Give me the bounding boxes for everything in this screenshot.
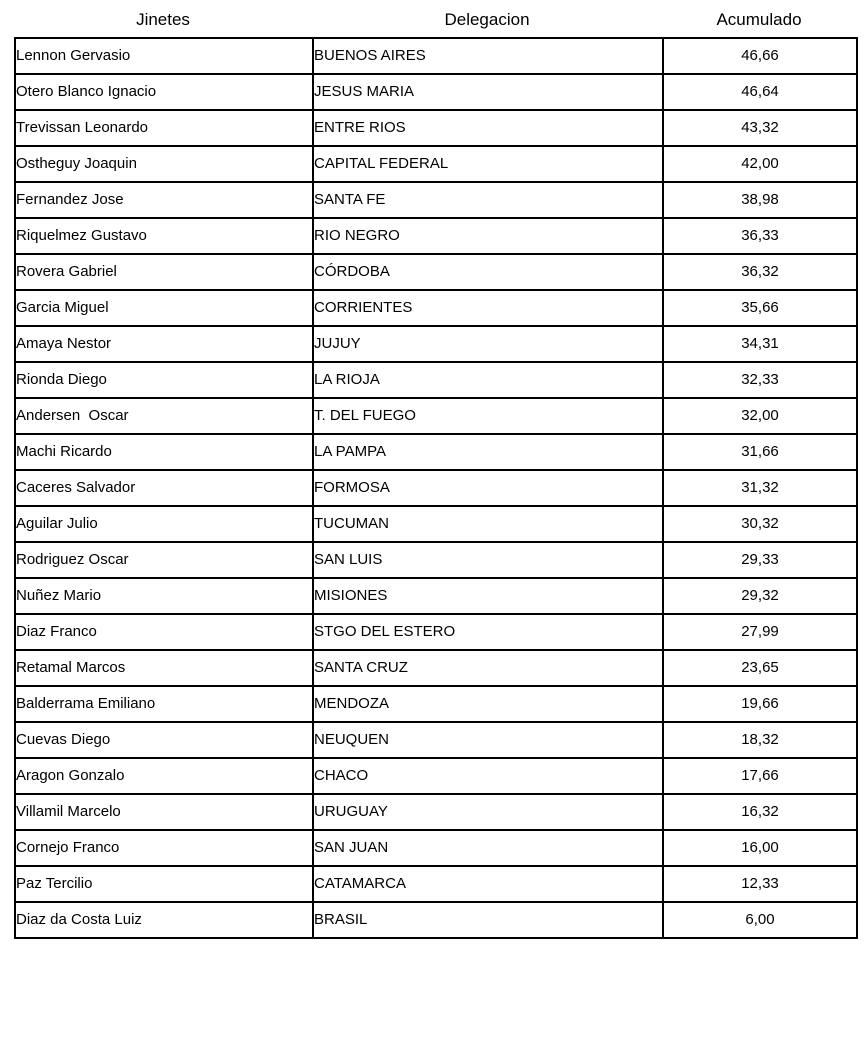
cell-acumulado: 31,32 — [663, 470, 857, 506]
results-table — [14, 37, 858, 939]
cell-delegacion: RIO NEGRO — [313, 218, 663, 254]
cell-delegacion: JUJUY — [313, 326, 663, 362]
cell-acumulado: 46,64 — [663, 74, 857, 110]
cell-jinete: Rodriguez Oscar — [15, 542, 313, 578]
cell-acumulado: 34,31 — [663, 326, 857, 362]
cell-delegacion: CAPITAL FEDERAL — [313, 146, 663, 182]
cell-jinete: Cornejo Franco — [15, 830, 313, 866]
header-jinetes: Jinetes — [136, 10, 190, 29]
cell-jinete: Balderrama Emiliano — [15, 686, 313, 722]
cell-delegacion: BRASIL — [313, 902, 663, 938]
cell-delegacion: CHACO — [313, 758, 663, 794]
cell-acumulado: 17,66 — [663, 758, 857, 794]
cell-delegacion: MENDOZA — [313, 686, 663, 722]
table-row — [15, 110, 857, 146]
cell-jinete: Villamil Marcelo — [15, 794, 313, 830]
table-row — [15, 722, 857, 758]
cell-delegacion: ENTRE RIOS — [313, 110, 663, 146]
cell-delegacion: LA RIOJA — [313, 362, 663, 398]
cell-acumulado: 19,66 — [663, 686, 857, 722]
cell-jinete: Garcia Miguel — [15, 290, 313, 326]
cell-jinete: Retamal Marcos — [15, 650, 313, 686]
cell-delegacion: URUGUAY — [313, 794, 663, 830]
cell-acumulado: 30,32 — [663, 506, 857, 542]
table-row — [15, 866, 857, 902]
cell-acumulado: 38,98 — [663, 182, 857, 218]
table-row — [15, 830, 857, 866]
results-body — [15, 38, 857, 938]
cell-acumulado: 35,66 — [663, 290, 857, 326]
cell-delegacion: CÓRDOBA — [313, 254, 663, 290]
table-header — [0, 0, 868, 37]
table-row — [15, 758, 857, 794]
table-row — [15, 434, 857, 470]
cell-jinete: Fernandez Jose — [15, 182, 313, 218]
table-row — [15, 254, 857, 290]
cell-jinete: Caceres Salvador — [15, 470, 313, 506]
cell-jinete: Machi Ricardo — [15, 434, 313, 470]
cell-jinete: Otero Blanco Ignacio — [15, 74, 313, 110]
cell-acumulado: 12,33 — [663, 866, 857, 902]
header-delegacion: Delegacion — [444, 10, 530, 29]
cell-jinete: Rovera Gabriel — [15, 254, 313, 290]
cell-jinete: Lennon Gervasio — [15, 38, 313, 74]
cell-jinete: Diaz Franco — [15, 614, 313, 650]
table-row — [15, 362, 857, 398]
cell-jinete: Trevissan Leonardo — [15, 110, 313, 146]
header-acumulado: Acumulado — [716, 10, 802, 29]
cell-delegacion: FORMOSA — [313, 470, 663, 506]
table-row — [15, 218, 857, 254]
table-row — [15, 326, 857, 362]
table-row — [15, 290, 857, 326]
cell-jinete: Paz Tercilio — [15, 866, 313, 902]
cell-delegacion: SANTA CRUZ — [313, 650, 663, 686]
cell-acumulado: 32,00 — [663, 398, 857, 434]
table-row — [15, 146, 857, 182]
cell-acumulado: 6,00 — [663, 902, 857, 938]
cell-jinete: Ostheguy Joaquin — [15, 146, 313, 182]
cell-delegacion: LA PAMPA — [313, 434, 663, 470]
table-row — [15, 182, 857, 218]
cell-jinete: Cuevas Diego — [15, 722, 313, 758]
cell-acumulado: 29,33 — [663, 542, 857, 578]
cell-acumulado: 16,00 — [663, 830, 857, 866]
cell-jinete: Amaya Nestor — [15, 326, 313, 362]
table-row — [15, 542, 857, 578]
cell-delegacion: MISIONES — [313, 578, 663, 614]
cell-jinete: Aguilar Julio — [15, 506, 313, 542]
table-row — [15, 578, 857, 614]
table-row — [15, 398, 857, 434]
cell-acumulado: 43,32 — [663, 110, 857, 146]
cell-acumulado: 27,99 — [663, 614, 857, 650]
cell-jinete: Riquelmez Gustavo — [15, 218, 313, 254]
cell-jinete: Aragon Gonzalo — [15, 758, 313, 794]
cell-acumulado: 16,32 — [663, 794, 857, 830]
table-row — [15, 794, 857, 830]
cell-jinete: Andersen Oscar — [15, 398, 313, 434]
table-row — [15, 686, 857, 722]
cell-delegacion: TUCUMAN — [313, 506, 663, 542]
cell-delegacion: SAN JUAN — [313, 830, 663, 866]
cell-delegacion: SANTA FE — [313, 182, 663, 218]
table-row — [15, 902, 857, 938]
cell-acumulado: 46,66 — [663, 38, 857, 74]
table-row — [15, 74, 857, 110]
cell-acumulado: 32,33 — [663, 362, 857, 398]
cell-delegacion: SAN LUIS — [313, 542, 663, 578]
cell-delegacion: BUENOS AIRES — [313, 38, 663, 74]
cell-acumulado: 42,00 — [663, 146, 857, 182]
table-row — [15, 650, 857, 686]
cell-delegacion: CATAMARCA — [313, 866, 663, 902]
cell-acumulado: 29,32 — [663, 578, 857, 614]
table-row — [15, 470, 857, 506]
table-row — [15, 38, 857, 74]
cell-delegacion: JESUS MARIA — [313, 74, 663, 110]
cell-acumulado: 18,32 — [663, 722, 857, 758]
cell-jinete: Rionda Diego — [15, 362, 313, 398]
cell-jinete: Diaz da Costa Luiz — [15, 902, 313, 938]
cell-acumulado: 36,33 — [663, 218, 857, 254]
table-row — [15, 506, 857, 542]
cell-acumulado: 31,66 — [663, 434, 857, 470]
cell-delegacion: T. DEL FUEGO — [313, 398, 663, 434]
cell-delegacion: STGO DEL ESTERO — [313, 614, 663, 650]
cell-jinete: Nuñez Mario — [15, 578, 313, 614]
cell-delegacion: CORRIENTES — [313, 290, 663, 326]
cell-acumulado: 36,32 — [663, 254, 857, 290]
cell-delegacion: NEUQUEN — [313, 722, 663, 758]
table-row — [15, 614, 857, 650]
cell-acumulado: 23,65 — [663, 650, 857, 686]
